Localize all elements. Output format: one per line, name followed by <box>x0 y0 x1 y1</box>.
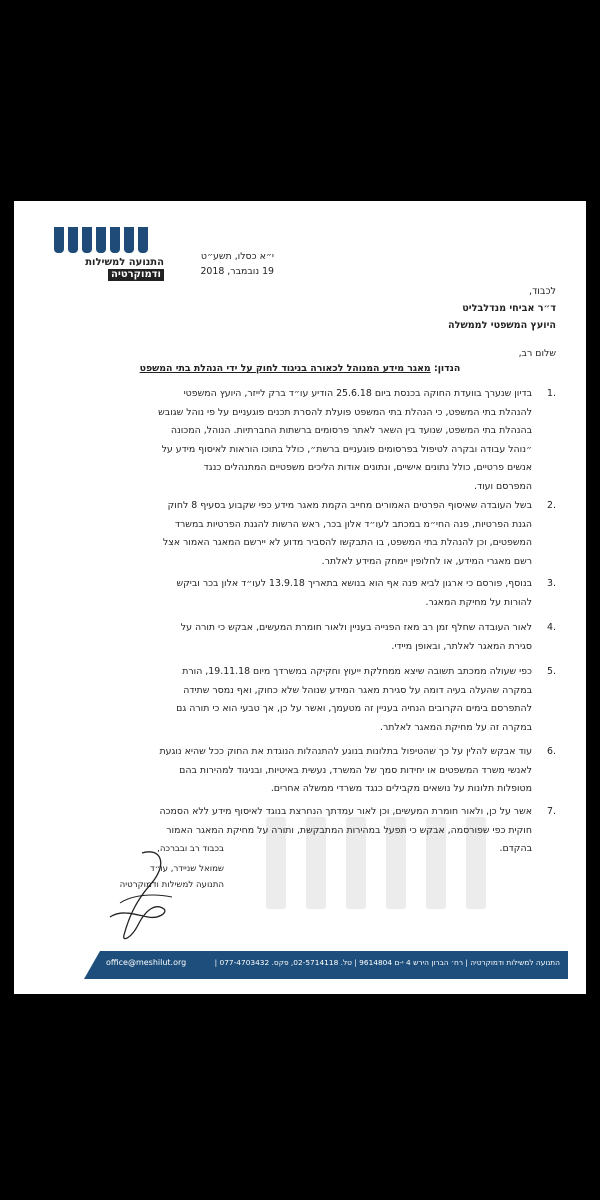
recipient-to: לכבוד, <box>529 286 556 297</box>
paragraph-number: 3. <box>547 578 556 589</box>
paragraph-line: להנהלת בתי המשפט, כי הנהלת בתי המשפט פועלת להסרת תכנים פוגעניים על פי נוהל שגובש <box>158 406 532 418</box>
paragraph-line: עוד אבקש להלין על כך שהטיפול בתלונות בנוגע להתנהלות הנוגדת את החוק ככל שהיא נוגעת <box>159 746 532 757</box>
subject-line <box>44 363 556 374</box>
paragraph-number: 1. <box>547 388 556 399</box>
signature-block <box>94 841 224 893</box>
paragraph-line: כפי שעולה ממכתב תשובה שיצא ממחלקת ייעוץ וחקיקה במשרדך מיום 19.11.18, הורת <box>182 666 532 677</box>
org-name-line1: התנועה למשילות <box>85 257 164 268</box>
org-logo-icon <box>54 227 154 257</box>
subject-prefix: הנדון: <box>433 363 461 374</box>
paragraph-line: בשל העובדה שאיסוף הפרטים האמורים מחייב הקמת מאגר מידע כפי שקבוע בסעיף 8 לחוק <box>167 500 532 511</box>
footer-bar <box>100 951 568 979</box>
date-gregorian: 19 נובמבר, 2018 <box>200 266 274 277</box>
paragraph-line: בהנהלת בתי המשפט, שנועד בין השאר לאתר פרסומים ברשתות החברתיות. הנוהל, המכונה <box>170 425 532 437</box>
paragraph-number: 7. <box>547 806 556 817</box>
signer-name: שמואל שניידר, עו״ד <box>150 864 224 874</box>
greeting: שלום רב, <box>518 348 556 359</box>
paragraph-line: אשר על כן, ולאור חומרת המעשים, וכן לאור עמדתך הנחרצת בנוגד לאיסוף מידע ללא הסמכה <box>159 806 532 817</box>
date-block <box>144 249 274 279</box>
paragraph-text <box>44 385 532 497</box>
org-name-line2: ודמוקרטיה <box>108 269 164 281</box>
paragraph-line: הגנת הפרטיות, פנה החי״מ במכתב לעו״ד אלון בכר, ראש הרשות להגנת הפרטיות במשרד <box>174 518 532 530</box>
paragraph-line: בהקדם. <box>499 843 532 855</box>
paragraph-number: 6. <box>547 746 556 757</box>
paragraph-line: להתפרסם בימים הקרובים הנחיה בעניין זה מטעמך, ואשר על כן, אך טבעי הוא כי תורה גם <box>176 703 532 715</box>
paragraph-number: 5. <box>547 666 556 677</box>
paragraph-line: ״נוהל עבודה ובקרה לטיפול בפרסומים פוגעניים ברשת״, כולל בתוכו הוראות לאיסוף מידע על <box>161 443 532 455</box>
paragraph-line: המפרסם ועוד. <box>474 480 532 492</box>
paragraph-line: אנשים פרטיים, כולל נתונים אישיים, ונתונים אודות הליכים משפטיים המתנהלים כנגד <box>203 462 532 474</box>
paragraph-text <box>44 663 532 737</box>
paragraph-line: לאור העובדה שחלף זמן רב מאז הפנייה בעניין ולאור חומרת המעשים, אבקש כי תורה על <box>180 622 532 633</box>
paragraph-line: סגירת המאגר לאלתר, ובאופן מיידי. <box>391 640 532 652</box>
paragraph-text <box>44 497 532 571</box>
paragraph-line: במקרה שהעלה בעיה דומה על סגירת מאגר המידע שנוהל שלא כחוק, ואף נמסר שתידה <box>183 684 532 696</box>
paragraph-number: 4. <box>547 622 556 633</box>
letter-page <box>14 201 586 994</box>
footer-accent <box>84 951 100 979</box>
paragraph-number: 2. <box>547 500 556 511</box>
date-hebrew: י״א כסלו, תשע״ט <box>200 251 274 262</box>
footer-text: התנועה למשילות ודמוקרטיה | רח׳ הברון הירש 4 י-ם 9614804 | טל. 02-5714118, פקס. 077-4703432 | <box>214 958 560 967</box>
paragraph-line: רשם מאגרי המידע, או לחלופין יימחק המידע לאלתר. <box>321 555 532 567</box>
footer-email: office@meshilut.org <box>106 958 187 967</box>
paragraph-text <box>44 619 532 656</box>
signer-org: התנועה למשילות ודמוקרטיה <box>119 880 224 890</box>
subject-text: מאגר מידע המנוהל לכאורה בניגוד לחוק על ידי הנהלת בתי המשפט <box>139 363 431 374</box>
paragraph-text <box>44 743 532 799</box>
paragraph-line: בדיון שנערך בוועדת החוקה בכנסת ביום 25.6.18 הודיע עו״ד ברק לייזר, היועץ המשפטי <box>183 388 532 399</box>
paragraph-line: לאנשי משרד המשפטים או יחידות סמך של המשרד, נעשית באיטיות, ובניגוד למהירות בהם <box>179 764 532 776</box>
paragraph-line: בנוסף, פורסם כי ארגון לביא פנה אף הוא בנושא בתאריך 13.9.18 לעו״ד אלון בכר וביקש <box>176 578 532 589</box>
paragraph-line: מטופלות תלונות על נושאים מקבילים כנגד משרדי ממשלה אחרים. <box>270 783 532 795</box>
paragraph-text <box>44 575 532 612</box>
recipient-name: ד״ר אביחי מנדלבליט <box>462 303 556 314</box>
paragraph-line: במקרה זה על מחיקת המאגר לאלתר. <box>380 721 532 733</box>
paragraph-line: להורות על מחיקת המאגר. <box>425 596 532 608</box>
paragraph-line: המשפטים, וכן להנהלת בתי המשפט, בו התבקשו להסביר מדוע לא יירשם המאגר האמור אצל <box>162 537 532 549</box>
recipient-block <box>256 283 556 334</box>
paragraph-line: חוקית כפי שפורסמה, אבקש כי תפעל במהירות המתבקשת, ותורה על מחיקת המאגר האמור <box>166 824 532 836</box>
recipient-title: היועץ המשפטי לממשלה <box>448 320 556 331</box>
closing: בכבוד רב ובברכה, <box>157 844 224 854</box>
